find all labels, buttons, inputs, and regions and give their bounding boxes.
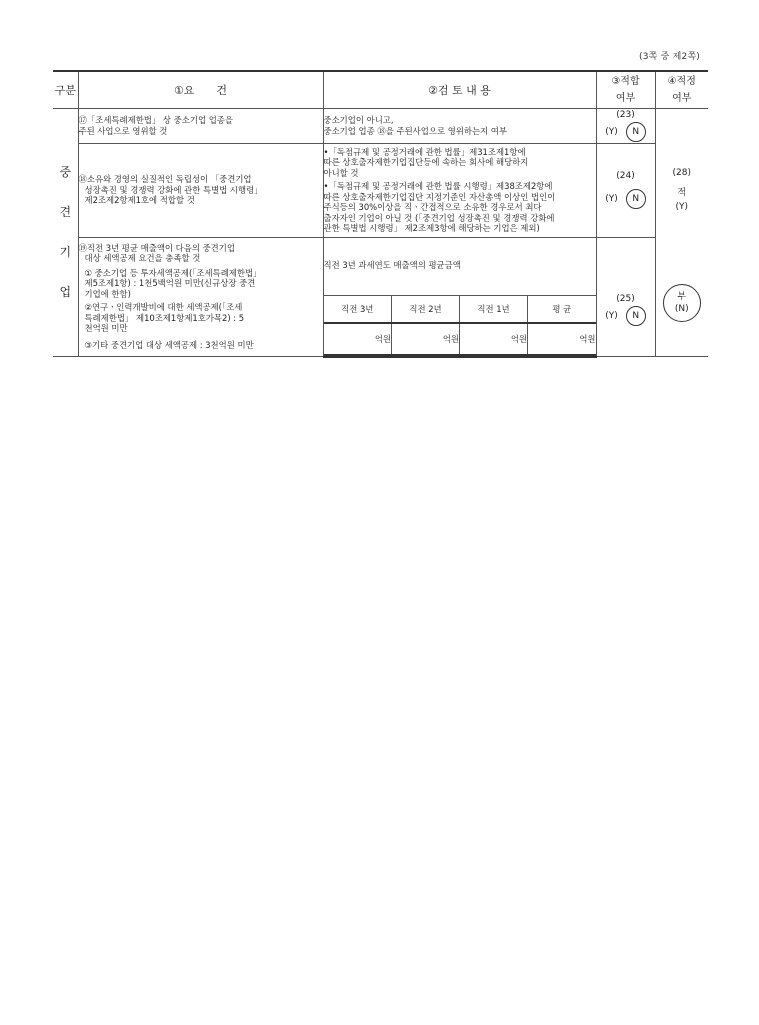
category-char: 기 (59, 245, 72, 260)
unit-label: 억원 (442, 333, 459, 344)
requirement-line: ⑲직전 3년 평균 매출액이 다음의 중견기업 (78, 242, 235, 253)
fit-number: (25) (616, 293, 635, 304)
sales-input-1y[interactable] (460, 323, 528, 355)
review-line: 관한 특별법 시행령」 제2조제3항에 해당하는 기업은 제외) (323, 223, 540, 233)
category-char: 중 (59, 165, 72, 180)
unit-label: 억원 (510, 333, 527, 344)
requirement-line: 성장촉진 및 경쟁력 강화에 관한 특별법 시행령」 (84, 184, 263, 195)
proper-unfit-circled[interactable] (663, 284, 701, 322)
fit-row-1 (596, 108, 655, 143)
requirement-row-1 (78, 108, 323, 143)
fit-number: (24) (616, 171, 635, 181)
page-indicator: (3쪽 중 제2쪽) (639, 52, 700, 62)
requirement-line: 주된 사업으로 영위할 것 (78, 125, 168, 136)
header-review: ②검 토 내 용 (323, 71, 596, 108)
review-line: 아니할 것 (323, 167, 359, 178)
requirement-line: ⑰「조세특례제한법」 상 중소기업 업종을 (78, 115, 233, 125)
header-requirement: ①요 건 (78, 71, 323, 108)
sales-table (324, 296, 596, 356)
header-fit-line2: 여부 (615, 92, 636, 104)
review-line: •「독점규제 및 공정거래에 관한 법률」제31조제1항에 (323, 146, 526, 157)
requirement-line: ① 중소기업 등 투자세액공제(「조세특례제한법」 (84, 267, 262, 278)
proper-unfit-n: (N) (674, 303, 689, 314)
middle-standing-enterprise-review-table (53, 70, 708, 358)
proper-cell (655, 108, 708, 357)
category-cell (53, 108, 78, 357)
unit-label: 억원 (579, 333, 596, 344)
requirement-line: 천억원 미만 (84, 323, 128, 333)
fit-yes-option[interactable]: (Y) (605, 126, 618, 137)
review-line: 주식등의 30%이상을 직ㆍ간접적으로 소유한 경우로서 최다 (323, 202, 542, 212)
proper-number: (28) (672, 167, 691, 178)
review-line: 출자자인 기업이 아닐 것 (「중견기업 성장촉진 및 경쟁력 강화에 (323, 212, 555, 223)
header-proper-line2: 여부 (672, 92, 692, 104)
fit-row-3 (596, 237, 655, 357)
unit-label: 억원 (374, 333, 391, 344)
requirement-line: 제5조제1항) : 1천5백억원 미만(신규상장 중견 (84, 278, 256, 288)
header-category: 구분 (53, 71, 78, 108)
review-line: 따른 상호출자제한기업집단 지정기준인 자산총액 이상인 법인이 (323, 191, 556, 202)
category-char: 업 (59, 285, 72, 300)
requirement-line: ⑱소유와 경영의 실질적인 독립성이 「중견기업 (78, 174, 252, 185)
fit-no-option-circled[interactable] (626, 122, 646, 142)
review-row-2 (323, 143, 596, 237)
sales-col-2y: 직전 2년 (392, 296, 460, 323)
proper-fit-label[interactable]: 적 (677, 187, 687, 198)
header-proper (655, 71, 708, 108)
fit-yes-option[interactable]: (Y) (605, 194, 618, 204)
requirement-line: 기업에 한함) (84, 288, 131, 299)
fit-no-option-circled[interactable] (626, 306, 646, 326)
review-line: 중소기업이 아니고, (323, 115, 394, 125)
review-line: 따른 상호출자제한기업집단등에 속하는 회사에 해당하지 (323, 157, 529, 167)
category-char: 견 (59, 205, 72, 220)
sales-input-avg[interactable] (528, 323, 596, 355)
requirement-line: ③기타 중견기업 대상 세액공제 : 3천억원 미만 (84, 339, 254, 350)
review-line: 중소기업 업종 ⑱을 주된사업으로 영위하는지 여부 (323, 125, 507, 136)
review-row-1 (323, 108, 596, 143)
sales-input-3y[interactable] (324, 323, 392, 355)
header-proper-line1: ④적정 (667, 75, 696, 87)
review-line: •「독점규제 및 공정거래에 관한 법률 시행령」제38조제2항에 (323, 181, 553, 191)
header-fit-line1: ③적합 (611, 75, 640, 87)
requirement-line: 제2조제2항제1호에 적합할 것 (84, 195, 195, 206)
sales-col-avg: 평 균 (528, 296, 596, 323)
proper-fit-y[interactable]: (Y) (675, 201, 689, 212)
fit-no-label: N (632, 194, 640, 204)
requirement-line: 특례제한법」 제10조제1항제1호가목2) : 5 (84, 312, 245, 323)
fit-yes-option[interactable]: (Y) (605, 310, 618, 321)
sales-col-3y: 직전 3년 (324, 296, 392, 323)
requirement-row-2 (78, 143, 323, 237)
header-fit (596, 71, 655, 108)
fit-no-option-circled[interactable] (626, 189, 646, 209)
fit-no-label: N (632, 310, 640, 321)
requirement-row-3 (78, 237, 323, 357)
review-row-3-title (323, 237, 596, 295)
sales-col-1y: 직전 1년 (460, 296, 528, 323)
fit-no-label: N (632, 126, 640, 137)
requirement-line: ②연구ㆍ인력개발비에 대한 세액공제(「조세 (84, 302, 243, 312)
sales-table-cell (323, 295, 596, 357)
sales-input-2y[interactable] (392, 323, 460, 355)
review-line: 직전 3년 과세연도 매출액의 평균금액 (323, 259, 461, 270)
fit-number: (23) (616, 109, 635, 120)
requirement-line: 대상 세액공제 요건을 충족할 것 (84, 253, 201, 263)
fit-row-2 (596, 143, 655, 237)
proper-unfit-label: 부 (677, 291, 687, 302)
